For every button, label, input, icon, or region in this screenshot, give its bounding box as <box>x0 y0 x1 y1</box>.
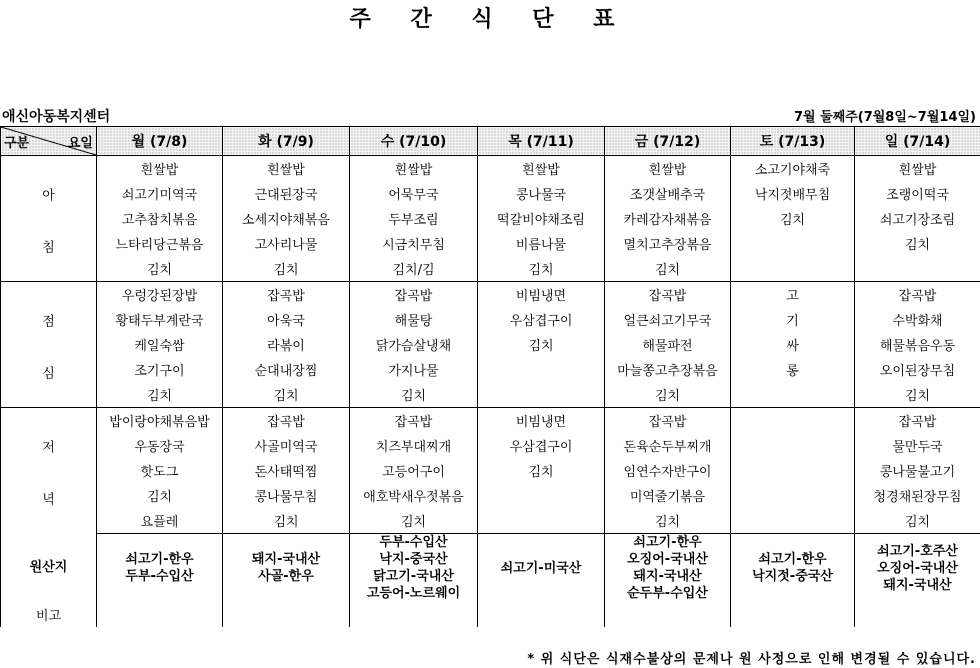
menu-item: 근대된장국 <box>223 181 350 206</box>
menu-item: 청경채된장무침 <box>855 483 980 508</box>
menu-item: 흰쌀밥 <box>855 156 980 182</box>
menu-item: 조갯살배추국 <box>605 181 731 206</box>
origin-line: 오징어-국내산 <box>627 552 708 567</box>
menu-item: 오이된장무침 <box>855 357 980 382</box>
menu-item: 고 <box>731 282 855 308</box>
origin-line: 오징어-국내산 <box>877 560 958 576</box>
menu-row <box>1 458 980 483</box>
menu-item: 김치 <box>605 256 731 282</box>
origin-cell <box>223 534 350 603</box>
menu-item: 고등어구이 <box>350 458 478 483</box>
origin-line: 쇠고기-한우 <box>758 552 827 567</box>
menu-item: 잡곡밥 <box>350 282 478 308</box>
menu-row <box>1 483 980 508</box>
menu-row <box>1 408 980 434</box>
menu-item: 마늘쫑고추장볶음 <box>605 357 731 382</box>
menu-item: 콩나물불고기 <box>855 458 980 483</box>
origin-line: 두부-수입산 <box>379 535 448 550</box>
header-day-label: 요일 <box>67 136 93 151</box>
day-header: 월 (7/8) <box>97 127 223 156</box>
organization-name: 애신아동복지센터 <box>2 109 111 125</box>
menu-item: 잡곡밥 <box>855 282 980 308</box>
meal-label-char: 점 <box>42 314 55 329</box>
header-category-label: 구분 <box>4 136 30 151</box>
menu-item <box>731 458 855 483</box>
menu-item: 김치 <box>350 508 478 534</box>
menu-item: 해물볶음우동 <box>855 332 980 357</box>
origin-line: 쇠고기-호주산 <box>877 543 958 559</box>
menu-item <box>731 231 855 256</box>
note-cell <box>478 602 605 627</box>
day-header: 일 (7/14) <box>855 127 980 156</box>
menu-item: 카레감자채볶음 <box>605 206 731 231</box>
menu-row <box>1 206 980 231</box>
menu-item: 김치 <box>605 508 731 534</box>
origin-line: 낙지젓-중국산 <box>752 569 833 584</box>
page-title: 주 간 식 단 표 <box>349 7 631 32</box>
menu-item: 조랭이떡국 <box>855 181 980 206</box>
menu-item: 요플레 <box>97 508 223 534</box>
menu-row <box>1 508 980 534</box>
menu-item: 흰쌀밥 <box>605 156 731 182</box>
menu-row <box>1 156 980 182</box>
header-row <box>1 127 980 156</box>
origin-row <box>1 534 980 603</box>
origin-line: 쇠고기-미국산 <box>500 560 582 576</box>
menu-item: 우삼겹구이 <box>478 307 605 332</box>
menu-item: 애호박새우젓볶음 <box>350 483 478 508</box>
menu-item: 케일숙쌈 <box>97 332 223 357</box>
origin-cell <box>731 534 855 603</box>
menu-item: 잡곡밥 <box>605 282 731 308</box>
note-label: 비고 <box>1 602 97 627</box>
menu-item: 김치 <box>731 206 855 231</box>
menu-item: 해물탕 <box>350 307 478 332</box>
menu-item: 떡갈비야채조림 <box>478 206 605 231</box>
menu-item: 시금치무침 <box>350 231 478 256</box>
menu-item: 잡곡밥 <box>605 408 731 434</box>
origin-line: 사골-한우 <box>258 569 314 584</box>
menu-item: 비빔냉면 <box>478 282 605 308</box>
origin-cell <box>97 534 223 603</box>
menu-item <box>731 256 855 282</box>
meal-label-char: 심 <box>42 366 55 382</box>
menu-item: 어묵무국 <box>350 181 478 206</box>
menu-item: 잡곡밥 <box>855 408 980 434</box>
menu-item <box>478 508 605 534</box>
menu-item: 사골미역국 <box>223 433 350 458</box>
origin-line: 돼지-국내산 <box>251 552 321 567</box>
menu-item: 조기구이 <box>97 357 223 382</box>
menu-item <box>731 508 855 534</box>
menu-item: 해물파전 <box>605 332 731 357</box>
menu-row <box>1 433 980 458</box>
menu-item: 김치/김 <box>350 256 478 282</box>
menu-item <box>731 408 855 434</box>
origin-line: 쇠고기-한우 <box>125 552 194 567</box>
menu-item: 흰쌀밥 <box>97 156 223 182</box>
day-header: 토 (7/13) <box>731 127 855 156</box>
menu-item: 돈육순두부찌개 <box>605 433 731 458</box>
note-row <box>1 602 980 627</box>
menu-item: 닭가슴살냉채 <box>350 332 478 357</box>
menu-item: 흰쌀밥 <box>223 156 350 182</box>
menu-row <box>1 282 980 308</box>
menu-item: 느타리당근볶음 <box>97 231 223 256</box>
menu-item: 싸 <box>731 332 855 357</box>
header-corner <box>1 127 97 156</box>
meal-label <box>1 282 97 408</box>
menu-item: 아욱국 <box>223 307 350 332</box>
note-cell <box>350 602 478 627</box>
note-cell <box>855 602 980 627</box>
menu-item: 치즈부대찌개 <box>350 433 478 458</box>
meal-label <box>1 156 97 282</box>
menu-item: 잡곡밥 <box>223 282 350 308</box>
menu-item: 김치 <box>478 332 605 357</box>
note-cell <box>97 602 223 627</box>
menu-item: 비빔냉면 <box>478 408 605 434</box>
origin-line: 쇠고기-한우 <box>633 535 702 550</box>
menu-item: 미역줄기볶음 <box>605 483 731 508</box>
origin-line: 낙지-중국산 <box>379 552 448 567</box>
menu-item <box>731 433 855 458</box>
meal-label-char: 아 <box>42 188 55 203</box>
weekly-menu-table <box>0 126 980 627</box>
origin-line: 순두부-수입산 <box>627 586 708 601</box>
menu-row <box>1 332 980 357</box>
menu-item: 두부조림 <box>350 206 478 231</box>
menu-item: 돈사태떡찜 <box>223 458 350 483</box>
menu-item: 김치 <box>223 508 350 534</box>
menu-item <box>478 382 605 408</box>
menu-item: 김치 <box>478 256 605 282</box>
origin-cell <box>478 534 605 603</box>
menu-row <box>1 307 980 332</box>
menu-item: 김치 <box>223 382 350 408</box>
menu-item <box>855 256 980 282</box>
menu-row <box>1 382 980 408</box>
menu-item: 김치 <box>350 382 478 408</box>
menu-item: 김치 <box>855 508 980 534</box>
origin-line: 돼지-국내산 <box>633 569 702 584</box>
menu-item: 콩나물국 <box>478 181 605 206</box>
menu-item: 김치 <box>478 458 605 483</box>
menu-item: 임연수자반구이 <box>605 458 731 483</box>
menu-item: 쇠고기장조림 <box>855 206 980 231</box>
menu-item: 콩나물무침 <box>223 483 350 508</box>
menu-item <box>731 382 855 408</box>
menu-item: 쇠고기미역국 <box>97 181 223 206</box>
menu-item: 비름나물 <box>478 231 605 256</box>
menu-item: 가지나물 <box>350 357 478 382</box>
note-cell <box>605 602 731 627</box>
menu-item: 김치 <box>97 483 223 508</box>
menu-item: 고추참치볶음 <box>97 206 223 231</box>
menu-row <box>1 181 980 206</box>
note-cell <box>223 602 350 627</box>
menu-item: 김치 <box>223 256 350 282</box>
menu-item: 라볶이 <box>223 332 350 357</box>
origin-label: 원산지 <box>1 534 97 603</box>
menu-item <box>731 483 855 508</box>
menu-item: 잡곡밥 <box>350 408 478 434</box>
day-header: 목 (7/11) <box>478 127 605 156</box>
menu-item: 황태두부계란국 <box>97 307 223 332</box>
origin-cell <box>350 534 478 603</box>
meal-label-char: 침 <box>42 240 55 256</box>
origin-line: 돼지-국내산 <box>883 577 952 593</box>
menu-item: 소세지야채볶음 <box>223 206 350 231</box>
week-range: 7월 둘째주(7월8일~7월14일) <box>793 110 976 125</box>
menu-item: 얼큰쇠고기무국 <box>605 307 731 332</box>
menu-item: 수박화채 <box>855 307 980 332</box>
menu-item: 잡곡밥 <box>223 408 350 434</box>
meal-label-char: 녁 <box>42 492 55 508</box>
menu-item: 낙지젓배무침 <box>731 181 855 206</box>
origin-line: 닭고기-국내산 <box>373 569 454 584</box>
meal-label <box>1 408 97 534</box>
menu-item: 순대내장찜 <box>223 357 350 382</box>
menu-row <box>1 357 980 382</box>
menu-item: 소고기야채죽 <box>731 156 855 182</box>
menu-item: 흰쌀밥 <box>350 156 478 182</box>
menu-item: 김치 <box>605 382 731 408</box>
footnote: * 위 식단은 식재수불상의 문제나 원 사정으로 인해 변경될 수 있습니다. <box>527 652 976 667</box>
menu-item <box>478 483 605 508</box>
origin-cell <box>605 534 731 603</box>
menu-item <box>478 357 605 382</box>
menu-item: 기 <box>731 307 855 332</box>
day-header: 수 (7/10) <box>350 127 478 156</box>
menu-item: 우렁강된장밥 <box>97 282 223 308</box>
origin-line: 고등어-노르웨이 <box>366 586 461 601</box>
note-cell <box>731 602 855 627</box>
menu-item: 롱 <box>731 357 855 382</box>
origin-cell <box>855 534 980 603</box>
menu-item: 김치 <box>855 231 980 256</box>
menu-item: 밥이랑야채볶음밥 <box>97 408 223 434</box>
menu-item: 핫도그 <box>97 458 223 483</box>
menu-item: 고사리나물 <box>223 231 350 256</box>
menu-row <box>1 256 980 282</box>
menu-item: 흰쌀밥 <box>478 156 605 182</box>
origin-line: 두부-수입산 <box>125 569 194 584</box>
menu-item: 멸치고추장볶음 <box>605 231 731 256</box>
menu-item: 우삼겹구이 <box>478 433 605 458</box>
menu-item: 물만두국 <box>855 433 980 458</box>
menu-row <box>1 231 980 256</box>
meal-label-char: 저 <box>42 440 55 456</box>
menu-item: 김치 <box>97 382 223 408</box>
day-header: 화 (7/9) <box>223 127 350 156</box>
menu-item: 김치 <box>97 256 223 282</box>
menu-item: 우동장국 <box>97 433 223 458</box>
menu-item: 김치 <box>855 382 980 408</box>
day-header: 금 (7/12) <box>605 127 731 156</box>
